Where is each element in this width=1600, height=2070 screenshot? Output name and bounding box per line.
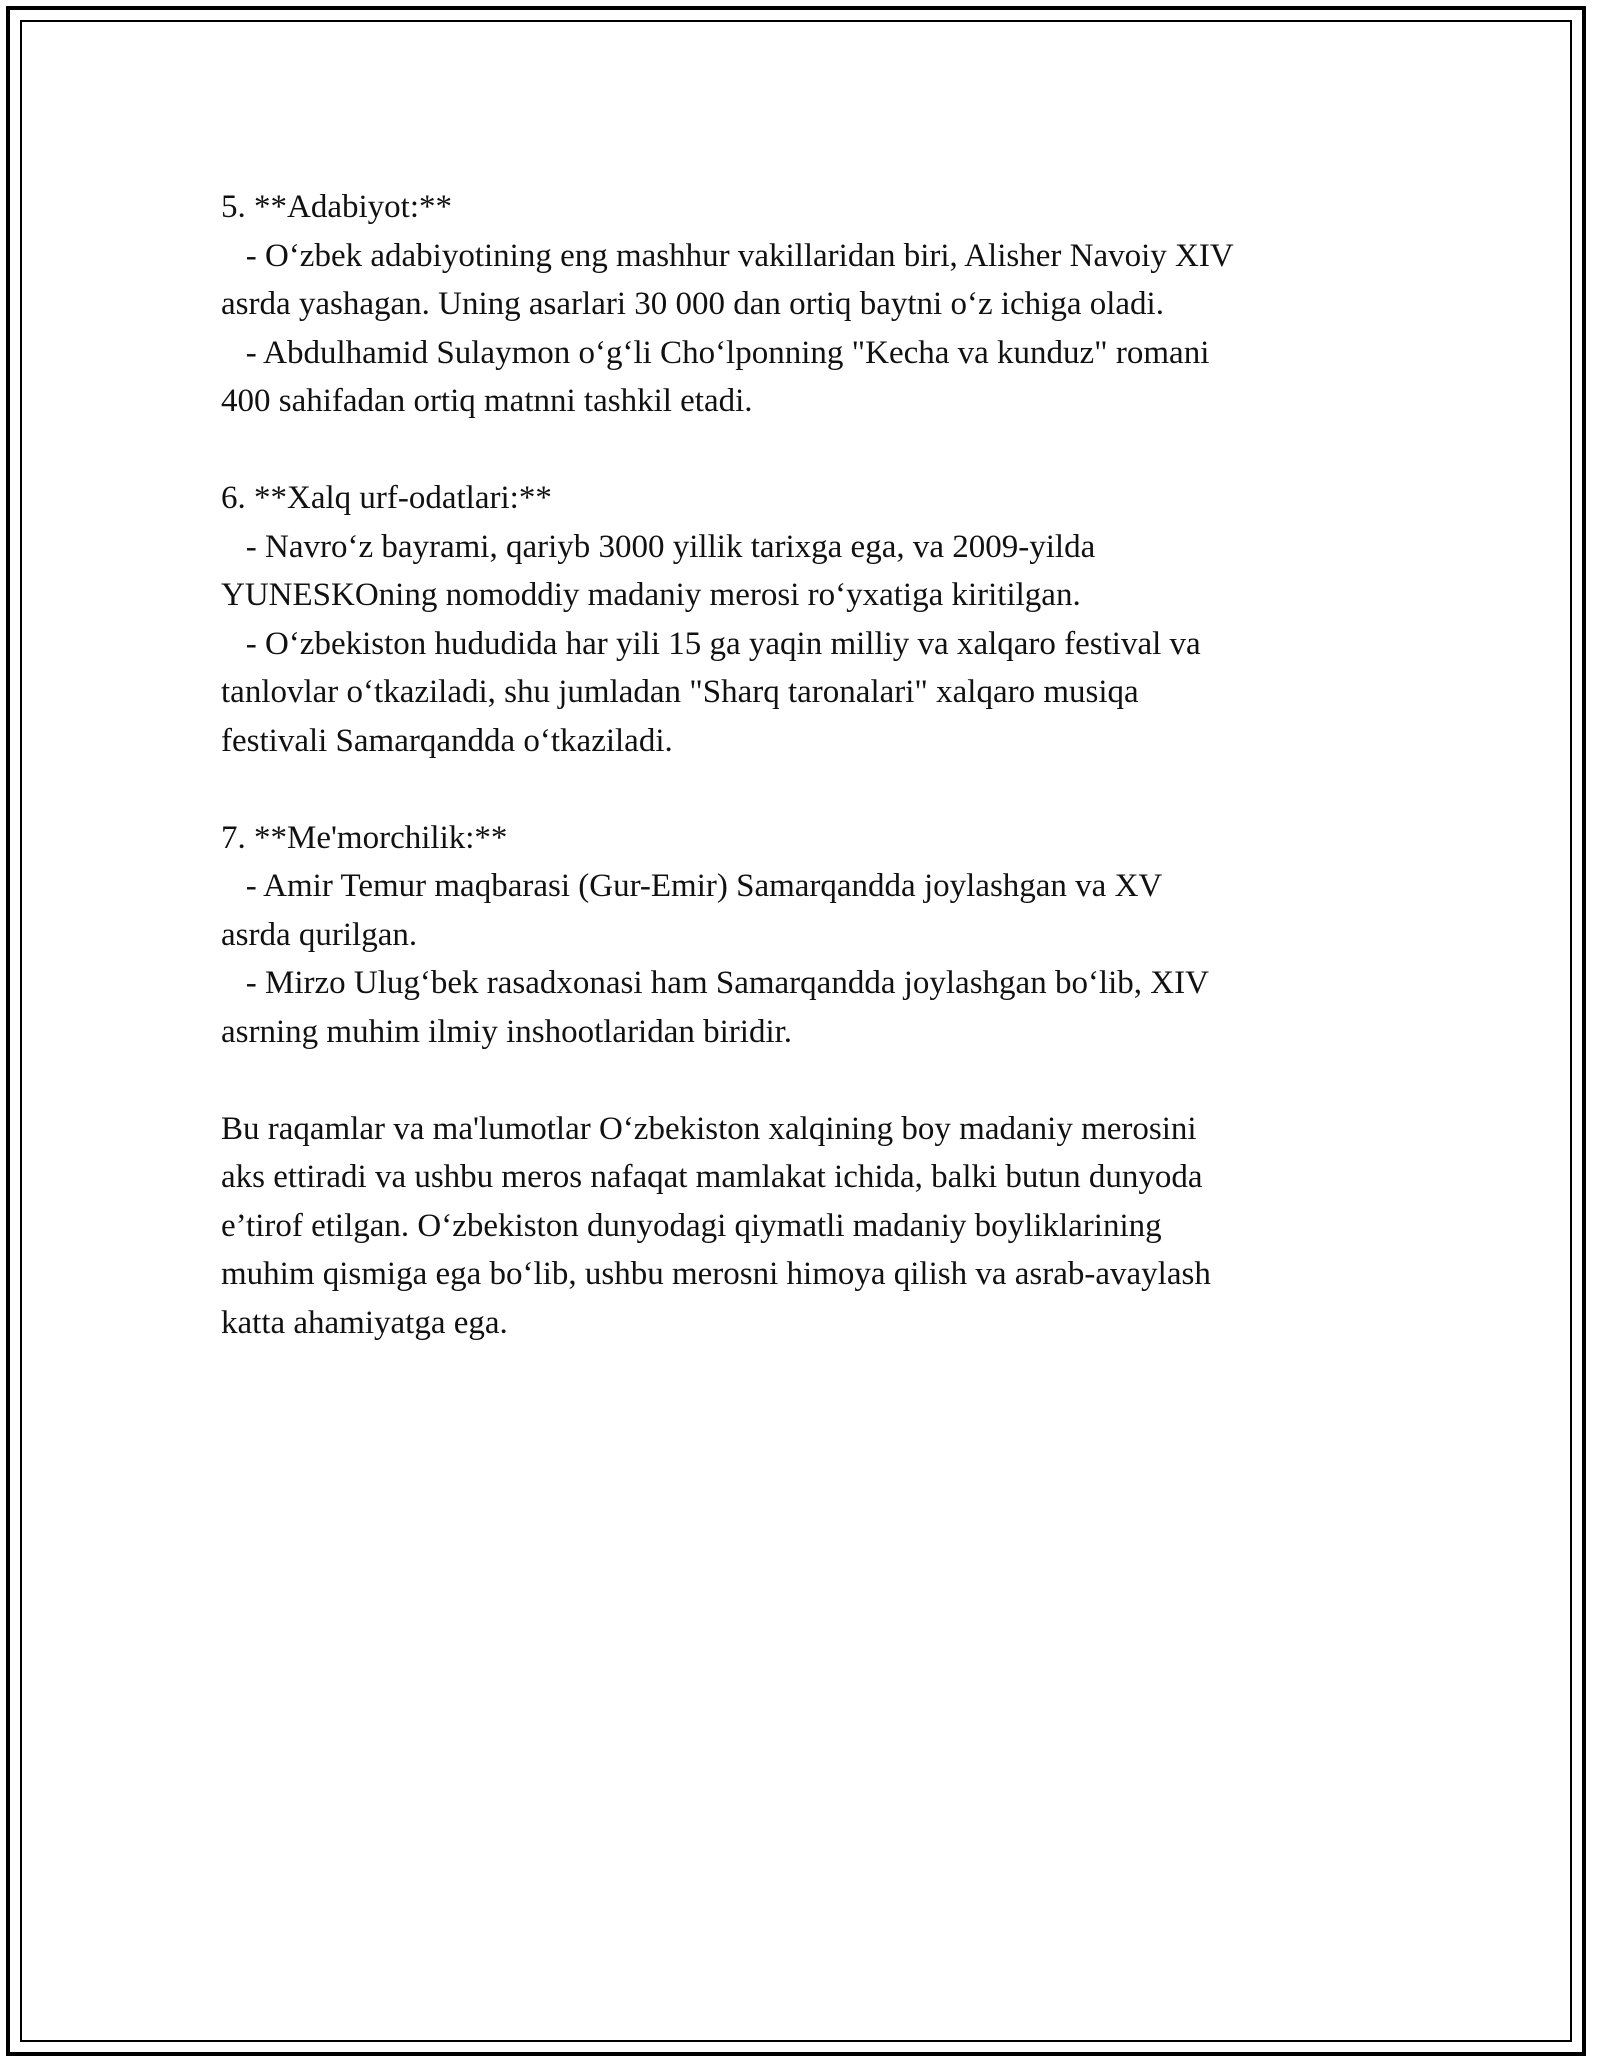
section-xalq-urf-odatlari bbox=[221, 474, 1401, 765]
text-line: - Navro‘z bayrami, qariyb 3000 yillik tarixga ega, va 2009-yilda bbox=[221, 528, 1096, 565]
text-line: YUNESKOning nomoddiy madaniy merosi ro‘yxatiga kiritilgan. bbox=[221, 577, 1081, 613]
text-line: - Mirzo Ulug‘bek rasadxonasi ham Samarqandda joylashgan bo‘lib, XIV bbox=[221, 965, 1209, 1001]
paragraph-spacer bbox=[221, 1056, 1401, 1105]
section-heading: 5. **Adabiyot:** bbox=[221, 189, 452, 225]
text-line: aks ettiradi va ushbu meros nafaqat mamlakat ichida, balki butun dunyoda bbox=[221, 1159, 1203, 1195]
section-heading: 6. **Xalq urf-odatlari:** bbox=[221, 480, 552, 516]
section-adabiyot bbox=[221, 183, 1401, 426]
text-line: 400 sahifadan ortiq matnni tashkil etadi. bbox=[221, 383, 753, 419]
text-line: Bu raqamlar va ma'lumotlar O‘zbekiston xalqining boy madaniy merosini bbox=[221, 1110, 1197, 1147]
paragraph-spacer bbox=[221, 426, 1401, 475]
text-line: katta ahamiyatga ega. bbox=[221, 1304, 508, 1341]
text-line: festivali Samarqandda o‘tkaziladi. bbox=[221, 722, 673, 759]
text-line: e’tirof etilgan. O‘zbekiston dunyodagi qiymatli madaniy boyliklarining bbox=[221, 1207, 1162, 1244]
text-line: muhim qismiga ega bo‘lib, ushbu merosni himoya qilish va asrab-avaylash bbox=[221, 1256, 1211, 1292]
text-line: - O‘zbek adabiyotining eng mashhur vakillaridan biri, Alisher Navoiy XIV bbox=[221, 237, 1234, 274]
document-body bbox=[221, 183, 1401, 1347]
paragraph-spacer bbox=[221, 765, 1401, 814]
section-memorchilik bbox=[221, 814, 1401, 1057]
text-line: tanlovlar o‘tkaziladi, shu jumladan "Sharq taronalari" xalqaro musiqa bbox=[221, 674, 1139, 710]
text-line: asrda qurilgan. bbox=[221, 916, 418, 953]
text-line: - O‘zbekiston hududida har yili 15 ga yaqin milliy va xalqaro festival va bbox=[221, 625, 1201, 662]
conclusion-paragraph bbox=[221, 1105, 1401, 1348]
text-line: asrning muhim ilmiy inshootlaridan biridir. bbox=[221, 1013, 793, 1050]
section-heading: 7. **Me'morchilik:** bbox=[221, 819, 508, 856]
text-line: asrda yashagan. Uning asarlari 30 000 dan ortiq baytni o‘z ichiga oladi. bbox=[221, 286, 1164, 322]
text-line: - Abdulhamid Sulaymon o‘g‘li Cho‘lponning "Kecha va kunduz" romani bbox=[221, 334, 1210, 371]
text-line: - Amir Temur maqbarasi (Gur-Emir) Samarqandda joylashgan va XV bbox=[221, 868, 1163, 904]
